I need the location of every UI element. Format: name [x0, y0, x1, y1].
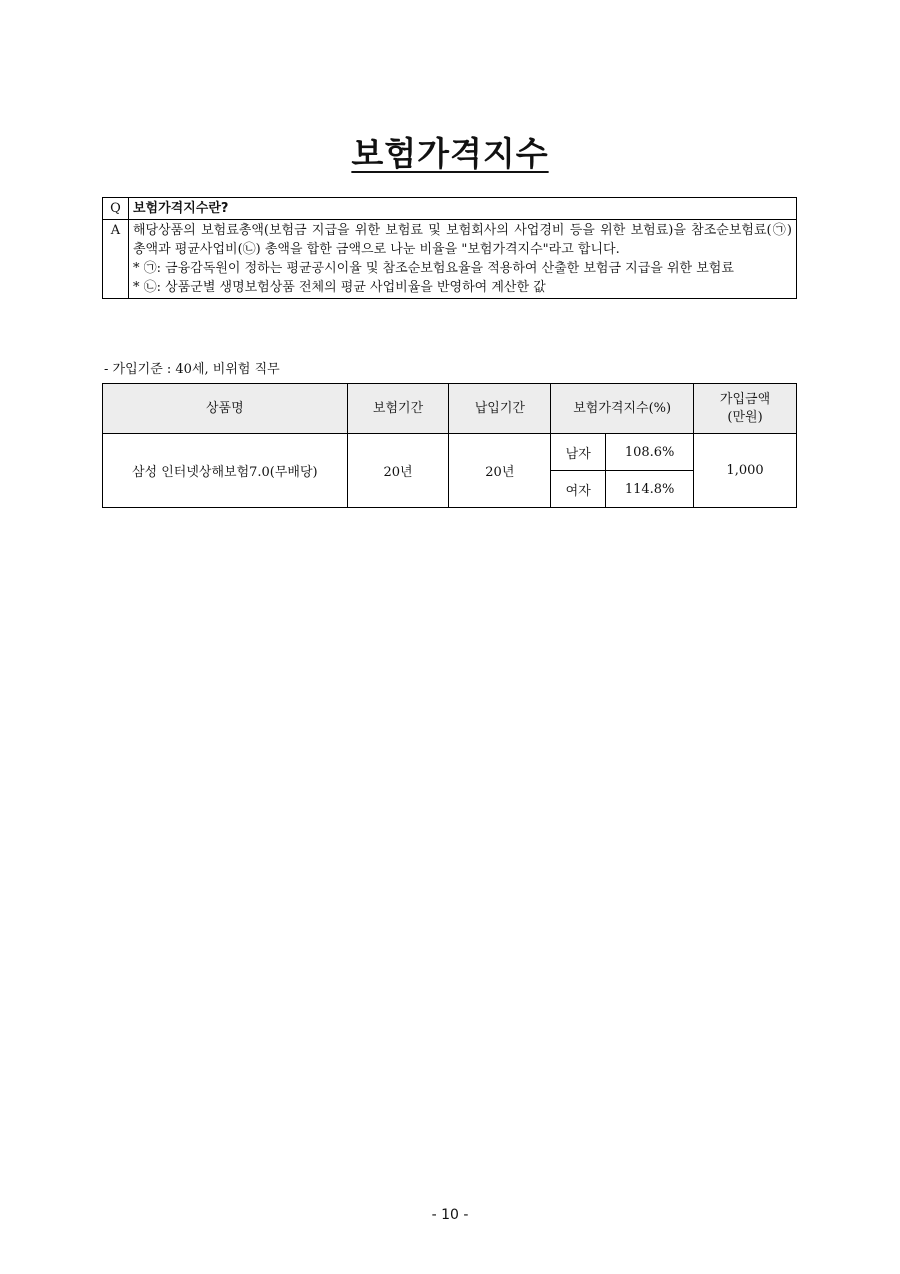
female-value: 114.8%	[606, 471, 694, 508]
header-payment-period: 납입기간	[449, 384, 551, 434]
header-row	[103, 384, 797, 434]
payment-period: 20년	[449, 434, 551, 508]
female-label: 여자	[551, 471, 606, 508]
answer-cell	[129, 220, 797, 299]
page-title: 보험가격지수	[351, 134, 549, 173]
header-amount-line1: 가입금액	[719, 391, 771, 407]
question-text: 보험가격지수란?	[129, 198, 797, 220]
question-row	[103, 198, 797, 220]
answer-note-2: * ㉡: 상품군별 생명보험상품 전체의 평균 사업비율을 반영하여 계산한 값	[133, 280, 546, 295]
q-label: Q	[103, 198, 129, 220]
subscription-amount: 1,000	[694, 434, 797, 508]
insurance-period: 20년	[347, 434, 449, 508]
answer-row	[103, 220, 797, 299]
qa-table	[102, 197, 797, 299]
male-label: 남자	[551, 434, 606, 471]
product-name: 삼성 인터넷상해보험7.0(무배당)	[103, 434, 348, 508]
header-insurance-period: 보험기간	[347, 384, 449, 434]
header-amount	[694, 384, 797, 434]
header-amount-line2: (만원)	[727, 409, 763, 425]
table-row	[103, 434, 797, 471]
header-price-index: 보험가격지수(%)	[551, 384, 694, 434]
header-product: 상품명	[103, 384, 348, 434]
product-table	[102, 383, 797, 508]
subscription-criteria: - 가입기준 : 40세, 비위험 직무	[104, 362, 280, 377]
page-number: - 10 -	[431, 1207, 469, 1223]
answer-note-1: * ㉠: 금융감독원이 정하는 평균공시이율 및 참조순보험요율을 적용하여 산출한 보험금 지급을 위한 보험료	[133, 261, 734, 276]
male-value: 108.6%	[606, 434, 694, 471]
a-label: A	[103, 220, 129, 299]
answer-text: 해당상품의 보험료총액(보험금 지급을 위한 보험료 및 보험회사의 사업경비 등을 위한 보험료)을 참조순보험료(㉠) 총액과 평균사업비(㉡) 총액을 합한 금액으로 나눈 비율을 "보험가격지수"라고 합니다.	[133, 223, 792, 257]
